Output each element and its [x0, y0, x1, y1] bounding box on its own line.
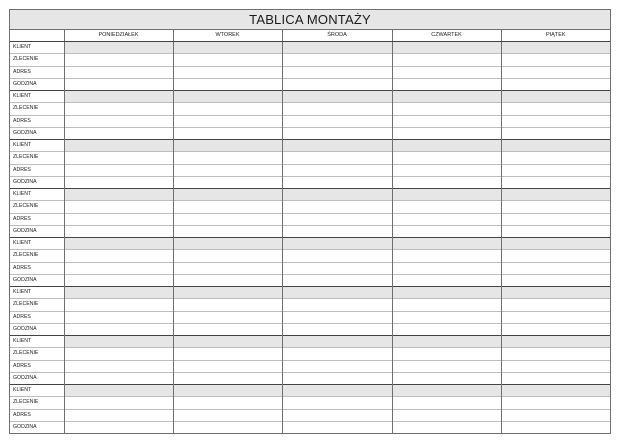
entry-cell-tuesday-klient[interactable] [173, 385, 282, 397]
row-label-zlecenie: ZLECENIE [10, 397, 64, 409]
entry-cell-monday-klient[interactable] [64, 238, 173, 250]
entry-cell-monday-godzina[interactable] [64, 421, 173, 433]
schedule-row-klient [10, 385, 610, 397]
schedule-row-klient [10, 238, 610, 250]
entry-cell-tuesday-adres[interactable] [173, 262, 282, 274]
entry-cell-wednesday-godzina[interactable] [282, 274, 392, 286]
day-header-thursday: CZWARTEK [392, 30, 501, 42]
entry-cell-tuesday-zlecenie[interactable] [173, 348, 282, 360]
row-label-godzina: GODZINA [10, 421, 64, 433]
entry-cell-tuesday-zlecenie[interactable] [173, 103, 282, 115]
header-corner [10, 30, 64, 42]
entry-cell-tuesday-klient[interactable] [173, 287, 282, 299]
schedule-row-zlecenie [10, 397, 610, 409]
entry-cell-tuesday-adres[interactable] [173, 213, 282, 225]
entry-cell-friday-klient[interactable] [501, 140, 610, 152]
row-label-zlecenie: ZLECENIE [10, 201, 64, 213]
schedule-row-zlecenie [10, 201, 610, 213]
entry-cell-tuesday-godzina[interactable] [173, 176, 282, 188]
entry-cell-monday-klient[interactable] [64, 189, 173, 201]
entry-cell-wednesday-godzina[interactable] [282, 421, 392, 433]
entry-cell-tuesday-godzina[interactable] [173, 127, 282, 139]
schedule-row-adres [10, 262, 610, 274]
schedule-row-godzina [10, 78, 610, 90]
row-label-adres: ADRES [10, 360, 64, 372]
row-label-adres: ADRES [10, 262, 64, 274]
entry-cell-wednesday-adres[interactable] [282, 409, 392, 421]
entry-cell-friday-klient[interactable] [501, 42, 610, 54]
entry-cell-thursday-zlecenie[interactable] [392, 54, 501, 66]
entry-cell-thursday-adres[interactable] [392, 311, 501, 323]
entry-cell-friday-klient[interactable] [501, 91, 610, 103]
entry-cell-monday-godzina[interactable] [64, 274, 173, 286]
entry-cell-friday-adres[interactable] [501, 115, 610, 127]
row-label-godzina: GODZINA [10, 372, 64, 384]
entry-cell-thursday-godzina[interactable] [392, 225, 501, 237]
entry-cell-monday-zlecenie[interactable] [64, 299, 173, 311]
day-header-friday: PIĄTEK [501, 30, 610, 42]
entry-cell-thursday-adres[interactable] [392, 164, 501, 176]
entry-cell-thursday-klient[interactable] [392, 140, 501, 152]
entry-cell-monday-zlecenie[interactable] [64, 54, 173, 66]
entry-cell-thursday-godzina[interactable] [392, 372, 501, 384]
schedule-row-adres [10, 409, 610, 421]
entry-cell-monday-adres[interactable] [64, 409, 173, 421]
entry-cell-wednesday-adres[interactable] [282, 213, 392, 225]
entry-cell-wednesday-zlecenie[interactable] [282, 103, 392, 115]
entry-cell-monday-godzina[interactable] [64, 323, 173, 335]
entry-cell-monday-godzina[interactable] [64, 127, 173, 139]
row-label-adres: ADRES [10, 66, 64, 78]
entry-cell-tuesday-zlecenie[interactable] [173, 299, 282, 311]
entry-cell-friday-klient[interactable] [501, 385, 610, 397]
schedule-row-godzina [10, 176, 610, 188]
entry-cell-monday-klient[interactable] [64, 42, 173, 54]
day-header-wednesday: ŚRODA [282, 30, 392, 42]
schedule-row-klient [10, 287, 610, 299]
entry-cell-friday-godzina[interactable] [501, 274, 610, 286]
schedule-row-adres [10, 213, 610, 225]
entry-cell-tuesday-klient[interactable] [173, 336, 282, 348]
entry-cell-thursday-adres[interactable] [392, 66, 501, 78]
schedule-row-klient [10, 91, 610, 103]
entry-cell-tuesday-klient[interactable] [173, 91, 282, 103]
row-label-zlecenie: ZLECENIE [10, 54, 64, 66]
entry-cell-tuesday-adres[interactable] [173, 409, 282, 421]
entry-cell-thursday-godzina[interactable] [392, 127, 501, 139]
entry-cell-monday-zlecenie[interactable] [64, 250, 173, 262]
entry-cell-friday-godzina[interactable] [501, 127, 610, 139]
entry-cell-wednesday-godzina[interactable] [282, 127, 392, 139]
row-label-godzina: GODZINA [10, 225, 64, 237]
schedule-row-klient [10, 140, 610, 152]
schedule-grid [10, 30, 610, 434]
entry-cell-monday-godzina[interactable] [64, 225, 173, 237]
entry-cell-monday-adres[interactable] [64, 164, 173, 176]
entry-cell-wednesday-klient[interactable] [282, 238, 392, 250]
row-label-klient: KLIENT [10, 385, 64, 397]
entry-cell-monday-adres[interactable] [64, 360, 173, 372]
entry-cell-thursday-zlecenie[interactable] [392, 299, 501, 311]
entry-cell-friday-adres[interactable] [501, 360, 610, 372]
schedule-row-zlecenie [10, 250, 610, 262]
row-label-zlecenie: ZLECENIE [10, 152, 64, 164]
entry-cell-wednesday-godzina[interactable] [282, 372, 392, 384]
entry-cell-monday-adres[interactable] [64, 311, 173, 323]
row-label-klient: KLIENT [10, 189, 64, 201]
entry-cell-monday-zlecenie[interactable] [64, 201, 173, 213]
entry-cell-friday-adres[interactable] [501, 213, 610, 225]
day-header-row [10, 30, 610, 42]
entry-cell-friday-adres[interactable] [501, 164, 610, 176]
entry-cell-wednesday-adres[interactable] [282, 115, 392, 127]
entry-cell-thursday-klient[interactable] [392, 336, 501, 348]
row-label-adres: ADRES [10, 213, 64, 225]
entry-cell-tuesday-klient[interactable] [173, 189, 282, 201]
entry-cell-wednesday-adres[interactable] [282, 164, 392, 176]
entry-cell-friday-klient[interactable] [501, 238, 610, 250]
row-label-klient: KLIENT [10, 336, 64, 348]
schedule-row-adres [10, 360, 610, 372]
entry-cell-monday-klient[interactable] [64, 287, 173, 299]
entry-cell-wednesday-adres[interactable] [282, 66, 392, 78]
day-header-tuesday: WTOREK [173, 30, 282, 42]
entry-cell-monday-adres[interactable] [64, 66, 173, 78]
entry-cell-tuesday-zlecenie[interactable] [173, 250, 282, 262]
entry-cell-friday-zlecenie[interactable] [501, 152, 610, 164]
row-label-zlecenie: ZLECENIE [10, 299, 64, 311]
entry-cell-tuesday-zlecenie[interactable] [173, 201, 282, 213]
row-label-klient: KLIENT [10, 238, 64, 250]
entry-cell-friday-klient[interactable] [501, 287, 610, 299]
entry-cell-wednesday-klient[interactable] [282, 189, 392, 201]
entry-cell-wednesday-zlecenie[interactable] [282, 397, 392, 409]
schedule-row-adres [10, 66, 610, 78]
entry-cell-thursday-klient[interactable] [392, 189, 501, 201]
entry-cell-tuesday-godzina[interactable] [173, 274, 282, 286]
row-label-godzina: GODZINA [10, 127, 64, 139]
entry-cell-tuesday-adres[interactable] [173, 66, 282, 78]
schedule-row-godzina [10, 421, 610, 433]
entry-cell-monday-godzina[interactable] [64, 372, 173, 384]
entry-cell-thursday-godzina[interactable] [392, 323, 501, 335]
row-label-zlecenie: ZLECENIE [10, 103, 64, 115]
entry-cell-friday-adres[interactable] [501, 311, 610, 323]
entry-cell-wednesday-adres[interactable] [282, 360, 392, 372]
row-label-adres: ADRES [10, 409, 64, 421]
entry-cell-tuesday-klient[interactable] [173, 238, 282, 250]
entry-cell-thursday-adres[interactable] [392, 262, 501, 274]
schedule-row-zlecenie [10, 348, 610, 360]
entry-cell-wednesday-klient[interactable] [282, 140, 392, 152]
entry-cell-friday-zlecenie[interactable] [501, 299, 610, 311]
row-label-adres: ADRES [10, 164, 64, 176]
entry-cell-tuesday-godzina[interactable] [173, 372, 282, 384]
entry-cell-wednesday-zlecenie[interactable] [282, 348, 392, 360]
row-label-godzina: GODZINA [10, 176, 64, 188]
entry-cell-wednesday-zlecenie[interactable] [282, 54, 392, 66]
entry-cell-thursday-godzina[interactable] [392, 176, 501, 188]
schedule-row-adres [10, 311, 610, 323]
schedule-row-zlecenie [10, 103, 610, 115]
entry-cell-monday-klient[interactable] [64, 336, 173, 348]
entry-cell-wednesday-godzina[interactable] [282, 78, 392, 90]
entry-cell-thursday-godzina[interactable] [392, 274, 501, 286]
entry-cell-monday-adres[interactable] [64, 213, 173, 225]
entry-cell-wednesday-klient[interactable] [282, 336, 392, 348]
entry-cell-thursday-adres[interactable] [392, 115, 501, 127]
entry-cell-tuesday-adres[interactable] [173, 115, 282, 127]
schedule-row-godzina [10, 274, 610, 286]
entry-cell-monday-adres[interactable] [64, 115, 173, 127]
entry-cell-friday-adres[interactable] [501, 262, 610, 274]
schedule-row-zlecenie [10, 54, 610, 66]
entry-cell-wednesday-zlecenie[interactable] [282, 250, 392, 262]
row-label-godzina: GODZINA [10, 323, 64, 335]
entry-cell-thursday-zlecenie[interactable] [392, 250, 501, 262]
entry-cell-wednesday-klient[interactable] [282, 287, 392, 299]
entry-cell-friday-klient[interactable] [501, 336, 610, 348]
entry-cell-wednesday-zlecenie[interactable] [282, 299, 392, 311]
entry-cell-friday-godzina[interactable] [501, 225, 610, 237]
schedule-row-godzina [10, 372, 610, 384]
row-label-klient: KLIENT [13, 44, 32, 51]
entry-cell-thursday-adres[interactable] [392, 360, 501, 372]
entry-cell-tuesday-godzina[interactable] [173, 323, 282, 335]
entry-cell-friday-zlecenie[interactable] [501, 250, 610, 262]
row-label-godzina: GODZINA [10, 78, 64, 90]
schedule-row-zlecenie [10, 299, 610, 311]
schedule-row-klient [10, 42, 610, 54]
entry-cell-friday-godzina[interactable] [501, 176, 610, 188]
entry-cell-monday-adres[interactable] [64, 262, 173, 274]
entry-cell-tuesday-godzina[interactable] [173, 78, 282, 90]
entry-cell-friday-godzina[interactable] [501, 421, 610, 433]
entry-cell-friday-zlecenie[interactable] [501, 103, 610, 115]
board-title: TABLICA MONTAŻY [10, 10, 610, 30]
entry-cell-friday-adres[interactable] [501, 66, 610, 78]
entry-cell-tuesday-godzina[interactable] [173, 421, 282, 433]
entry-cell-tuesday-adres[interactable] [173, 311, 282, 323]
entry-cell-wednesday-adres[interactable] [282, 311, 392, 323]
row-label-zlecenie: ZLECENIE [10, 348, 64, 360]
entry-cell-friday-zlecenie[interactable] [501, 54, 610, 66]
entry-cell-thursday-zlecenie[interactable] [392, 103, 501, 115]
entry-cell-tuesday-adres[interactable] [173, 164, 282, 176]
entry-cell-wednesday-adres[interactable] [282, 262, 392, 274]
row-label-adres: ADRES [10, 311, 64, 323]
schedule-row-zlecenie [10, 152, 610, 164]
entry-cell-tuesday-godzina[interactable] [173, 225, 282, 237]
entry-cell-wednesday-godzina[interactable] [282, 323, 392, 335]
schedule-row-klient [10, 189, 610, 201]
entry-cell-friday-godzina[interactable] [501, 323, 610, 335]
entry-cell-wednesday-klient[interactable] [282, 42, 392, 54]
day-header-monday: PONIEDZIAŁEK [64, 30, 173, 42]
entry-cell-wednesday-klient[interactable] [282, 91, 392, 103]
schedule-row-klient [10, 336, 610, 348]
schedule-body [10, 42, 610, 434]
row-label-klient: KLIENT [10, 91, 64, 103]
schedule-row-adres [10, 115, 610, 127]
entry-cell-thursday-klient[interactable] [392, 238, 501, 250]
entry-cell-friday-zlecenie[interactable] [501, 348, 610, 360]
entry-cell-monday-zlecenie[interactable] [64, 152, 173, 164]
entry-cell-thursday-godzina[interactable] [392, 421, 501, 433]
entry-cell-thursday-godzina[interactable] [392, 78, 501, 90]
entry-cell-thursday-zlecenie[interactable] [392, 397, 501, 409]
entry-cell-wednesday-klient[interactable] [282, 385, 392, 397]
schedule-row-godzina [10, 225, 610, 237]
entry-cell-monday-klient[interactable] [64, 385, 173, 397]
entry-cell-friday-godzina[interactable] [501, 78, 610, 90]
entry-cell-thursday-klient[interactable] [392, 42, 501, 54]
entry-cell-thursday-klient[interactable] [392, 287, 501, 299]
entry-cell-friday-zlecenie[interactable] [501, 397, 610, 409]
entry-cell-friday-adres[interactable] [501, 409, 610, 421]
row-label-godzina: GODZINA [10, 274, 64, 286]
entry-cell-tuesday-zlecenie[interactable] [173, 397, 282, 409]
entry-cell-tuesday-zlecenie[interactable] [173, 54, 282, 66]
assembly-board [9, 9, 611, 434]
row-label-adres: ADRES [10, 115, 64, 127]
entry-cell-thursday-zlecenie[interactable] [392, 201, 501, 213]
row-label-klient: KLIENT [10, 287, 64, 299]
entry-cell-monday-zlecenie[interactable] [64, 103, 173, 115]
entry-cell-thursday-zlecenie[interactable] [392, 152, 501, 164]
entry-cell-wednesday-zlecenie[interactable] [282, 201, 392, 213]
entry-cell-thursday-adres[interactable] [392, 213, 501, 225]
entry-cell-wednesday-godzina[interactable] [282, 176, 392, 188]
entry-cell-thursday-zlecenie[interactable] [392, 348, 501, 360]
entry-cell-monday-zlecenie[interactable] [64, 348, 173, 360]
entry-cell-thursday-klient[interactable] [392, 91, 501, 103]
entry-cell-wednesday-zlecenie[interactable] [282, 152, 392, 164]
entry-cell-tuesday-zlecenie[interactable] [173, 152, 282, 164]
entry-cell-tuesday-klient[interactable] [173, 140, 282, 152]
entry-cell-tuesday-adres[interactable] [173, 360, 282, 372]
row-label-zlecenie: ZLECENIE [10, 250, 64, 262]
entry-cell-wednesday-godzina[interactable] [282, 225, 392, 237]
schedule-row-godzina [10, 127, 610, 139]
schedule-row-adres [10, 164, 610, 176]
entry-cell-tuesday-klient[interactable] [173, 42, 282, 54]
entry-cell-friday-zlecenie[interactable] [501, 201, 610, 213]
entry-cell-friday-godzina[interactable] [501, 372, 610, 384]
schedule-row-godzina [10, 323, 610, 335]
entry-cell-monday-klient[interactable] [64, 91, 173, 103]
row-label-klient: KLIENT [10, 140, 64, 152]
entry-cell-monday-klient[interactable] [64, 140, 173, 152]
entry-cell-thursday-adres[interactable] [392, 409, 501, 421]
entry-cell-thursday-klient[interactable] [392, 385, 501, 397]
entry-cell-monday-godzina[interactable] [64, 176, 173, 188]
entry-cell-friday-klient[interactable] [501, 189, 610, 201]
entry-cell-monday-zlecenie[interactable] [64, 397, 173, 409]
entry-cell-monday-godzina[interactable] [64, 78, 173, 90]
